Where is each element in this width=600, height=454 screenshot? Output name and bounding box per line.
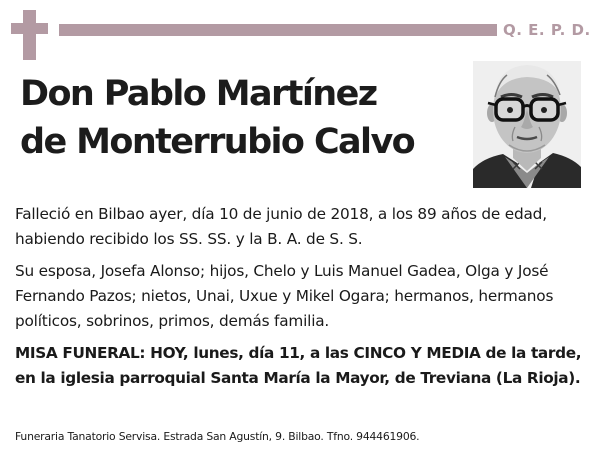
family-list: Su esposa, Josefa Alonso; hijos, Chelo y Luis Manuel Gadea, Olga y José Fernando Pazos; nietos, Unai, Uxue y Mikel Ogara; hermanos, hermanos políticos, sobrinos, primos, demás familia. bbox=[15, 262, 554, 330]
header-rule bbox=[59, 24, 497, 36]
obituary-body bbox=[15, 202, 585, 398]
deceased-name-line2: de Monterrubio Calvo bbox=[20, 122, 415, 162]
portrait-photo bbox=[473, 61, 581, 188]
cross-horizontal-bar bbox=[11, 23, 48, 34]
funeral-details: MISA FUNERAL: HOY, lunes, día 11, a las CINCO Y MEDIA de la tarde, en la iglesia parroquial Santa María la Mayor, de Treviana (La Rioja). bbox=[15, 344, 582, 387]
deceased-name-line1: Don Pablo Martínez bbox=[20, 74, 377, 114]
cross-vertical-bar bbox=[23, 10, 36, 60]
portrait-illustration bbox=[473, 61, 581, 188]
death-announcement: Falleció en Bilbao ayer, día 10 de junio de 2018, a los 89 años de edad, habiendo recibido los SS. SS. y la B. A. de S. S. bbox=[15, 205, 547, 248]
deceased-name bbox=[20, 70, 470, 166]
funeral-home-info: Funeraria Tanatorio Servisa. Estrada San Agustín, 9. Bilbao. Tfno. 944461906. bbox=[15, 430, 420, 443]
qepd-label: Q. E. P. D. bbox=[503, 21, 591, 39]
